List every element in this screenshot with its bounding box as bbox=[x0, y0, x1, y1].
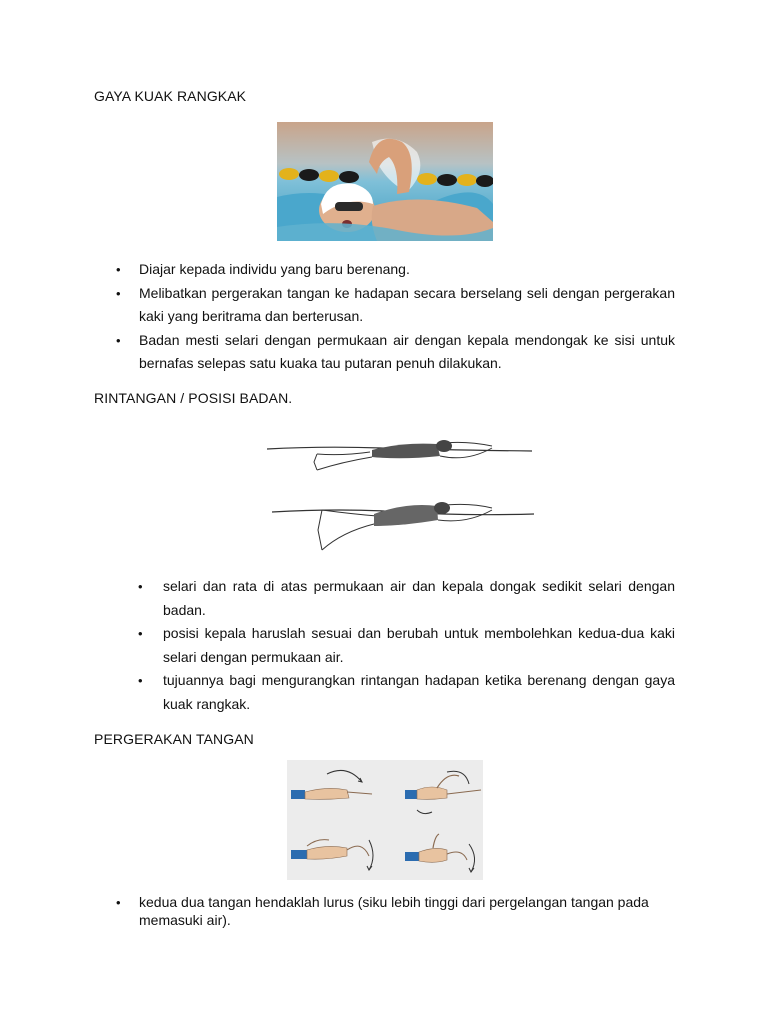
list-item: • Melibatkan pergerakan tangan ke hadapan secara berselang seli dengan pergerakan kaki yang beritrama dan berterusan. bbox=[116, 282, 675, 329]
bullet-list-pergerakan-tangan bbox=[116, 894, 675, 929]
arm-panel-1 bbox=[291, 770, 372, 799]
body-position-illustration bbox=[262, 432, 538, 556]
swimmer-photo bbox=[277, 122, 493, 241]
swimmer-photo-image bbox=[277, 122, 493, 241]
arm-panel-4 bbox=[405, 834, 475, 872]
arm-panel-2 bbox=[405, 771, 481, 813]
list-item: • selari dan rata di atas permukaan air dan kepala dongak sedikit selari dengan badan. bbox=[138, 575, 675, 622]
arm-movement-illustration bbox=[287, 760, 483, 880]
bullet-list-rintangan-posisi-badan bbox=[138, 575, 675, 716]
bullet-list-gaya-kuak-rangkak bbox=[116, 258, 675, 376]
section-heading-gaya-kuak-rangkak: GAYA KUAK RANGKAK bbox=[94, 88, 247, 104]
list-item: • tujuannya bagi mengurangkan rintangan hadapan ketika berenang dengan gaya kuak rangkak. bbox=[138, 669, 675, 716]
section-heading-rintangan-posisi-badan: RINTANGAN / POSISI BADAN. bbox=[94, 390, 293, 406]
body-position-drawing bbox=[262, 432, 538, 556]
arm-panel-3 bbox=[291, 840, 373, 870]
list-item: • kedua dua tangan hendaklah lurus (siku lebih tinggi dari pergelangan tangan pada memasuki air). bbox=[116, 894, 675, 929]
arm-movement-drawing bbox=[287, 760, 483, 880]
section-heading-pergerakan-tangan: PERGERAKAN TANGAN bbox=[94, 731, 254, 747]
list-item: • Diajar kepada individu yang baru berenang. bbox=[116, 258, 675, 282]
list-item: • Badan mesti selari dengan permukaan air dengan kepala mendongak ke sisi untuk bernafas selepas satu kuaka tau putaran penuh dilakukan. bbox=[116, 329, 675, 376]
list-item: • posisi kepala haruslah sesuai dan berubah untuk membolehkan kedua-dua kaki selari dengan permukaan air. bbox=[138, 622, 675, 669]
